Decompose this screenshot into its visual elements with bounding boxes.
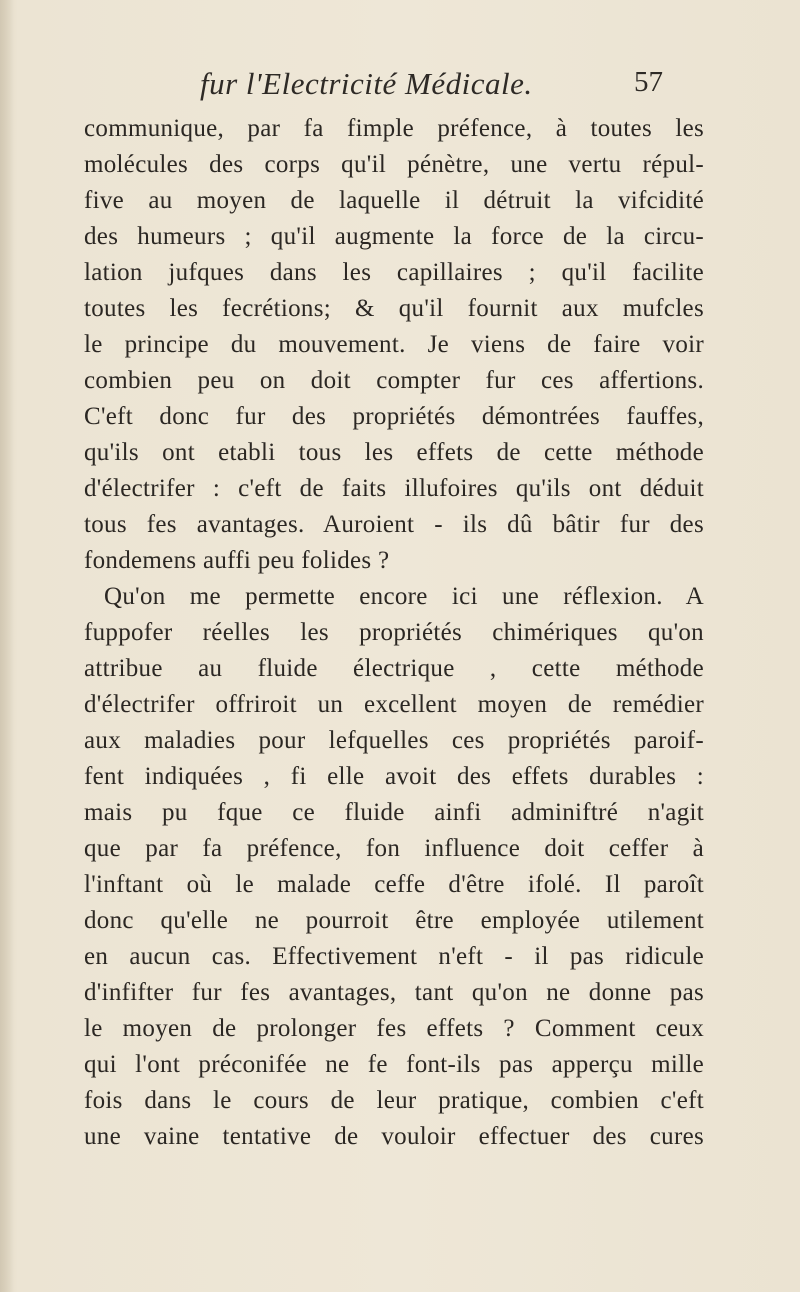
text-line: fuppofer réelles les propriétés chimériques qu'on	[84, 619, 704, 646]
text-line: lation jufques dans les capillaires ; qu'il facilite	[84, 259, 704, 286]
text-line: fent indiquées , fi elle avoit des effets durables :	[84, 763, 704, 790]
text-line: aux maladies pour lefquelles ces propriétés paroif-	[84, 727, 704, 754]
body-text	[84, 111, 704, 1155]
text-line: communique, par fa fimple préfence, à toutes les	[84, 115, 704, 142]
text-line: le moyen de prolonger fes effets ? Comment ceux	[84, 1015, 704, 1042]
text-line: molécules des corps qu'il pénètre, une vertu répul-	[84, 151, 704, 178]
text-line: une vaine tentative de vouloir effectuer des cures	[84, 1123, 704, 1150]
text-line: qu'ils ont etabli tous les effets de cette méthode	[84, 439, 704, 466]
paragraph-end-line: fondemens auffi peu folides ?	[84, 547, 390, 574]
page-header	[0, 66, 800, 106]
paragraph-start-line: Qu'on me permette encore ici une réflexion. A	[104, 583, 704, 610]
text-line: fois dans le cours de leur pratique, combien c'eft	[84, 1087, 704, 1114]
running-title: fur l'Electricité Médicale.	[200, 66, 533, 101]
page-edge-shadow	[0, 0, 14, 1292]
text-line: le principe du mouvement. Je viens de faire voir	[84, 331, 704, 358]
text-line: attribue au fluide électrique , cette méthode	[84, 655, 704, 682]
text-line: qui l'ont préconifée ne fe font-ils pas apperçu mille	[84, 1051, 704, 1078]
text-line: five au moyen de laquelle il détruit la vifcidité	[84, 187, 704, 214]
text-line: d'électrifer : c'eft de faits illufoires qu'ils ont déduit	[84, 475, 704, 502]
page-number: 57	[634, 66, 663, 98]
text-line: des humeurs ; qu'il augmente la force de la circu-	[84, 223, 704, 250]
text-line: l'inftant où le malade ceffe d'être ifolé. Il paroît	[84, 871, 704, 898]
text-line: C'eft donc fur des propriétés démontrées fauffes,	[84, 403, 704, 430]
text-line: en aucun cas. Effectivement n'eft - il pas ridicule	[84, 943, 704, 970]
text-line: toutes les fecrétions; & qu'il fournit aux mufcles	[84, 295, 704, 322]
text-line: que par fa préfence, fon influence doit ceffer à	[84, 835, 704, 862]
text-line: combien peu on doit compter fur ces affertions.	[84, 367, 704, 394]
text-line: donc qu'elle ne pourroit être employée utilement	[84, 907, 704, 934]
text-line: mais pu fque ce fluide ainfi adminiftré n'agit	[84, 799, 704, 826]
text-line: d'électrifer offriroit un excellent moyen de remédier	[84, 691, 704, 718]
text-line: d'infifter fur fes avantages, tant qu'on ne donne pas	[84, 979, 704, 1006]
text-line: tous fes avantages. Auroient - ils dû bâtir fur des	[84, 511, 704, 538]
